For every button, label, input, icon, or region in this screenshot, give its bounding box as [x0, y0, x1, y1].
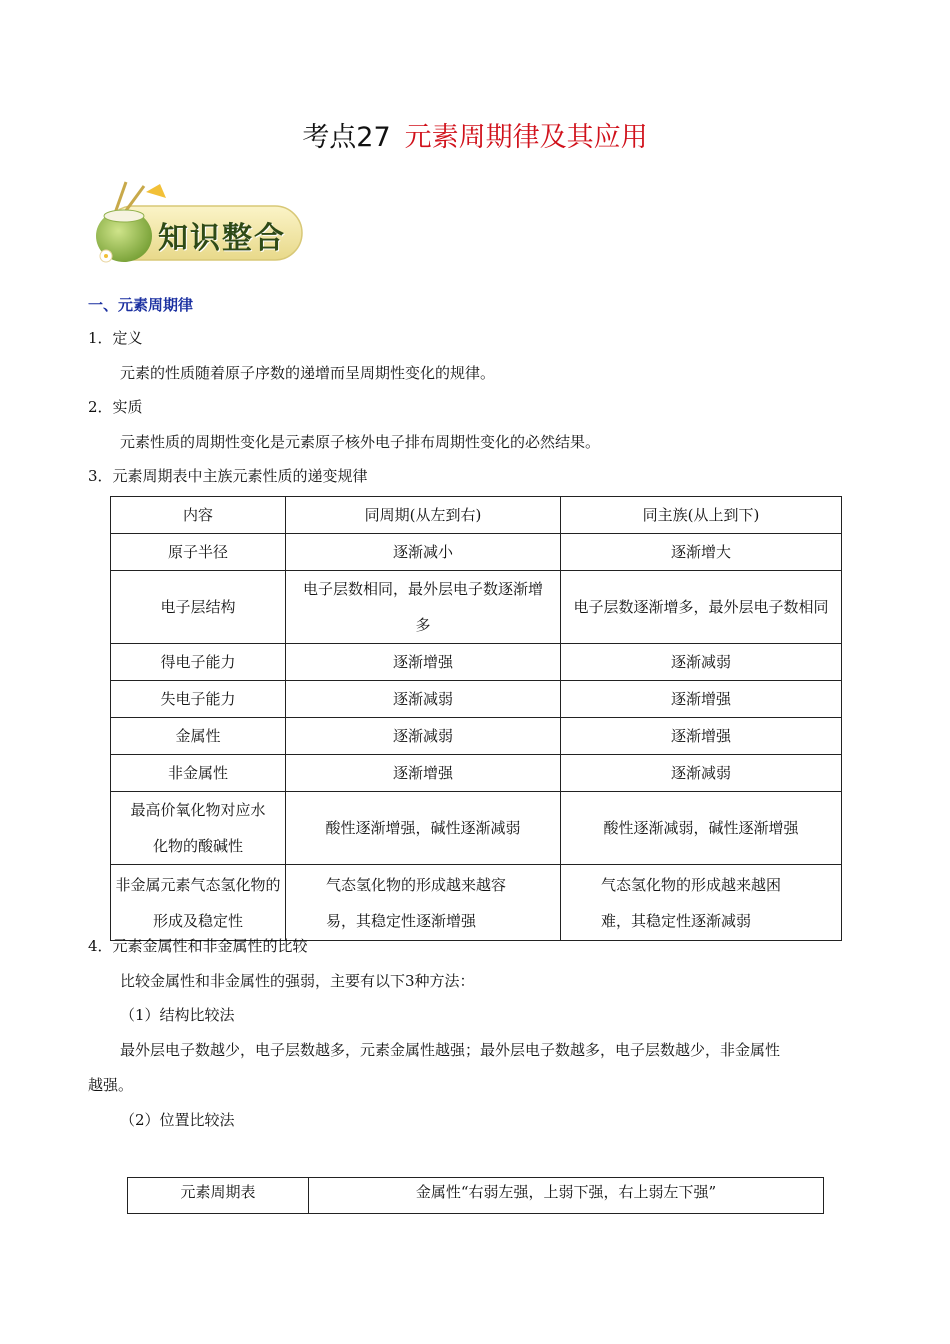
- knowledge-badge: [86, 178, 306, 270]
- table-row: [111, 644, 842, 681]
- table-cell: 最高价氧化物对应水化物的酸碱性: [111, 792, 286, 865]
- table-cell: 非金属元素气态氢化物的形成及稳定性: [111, 865, 286, 941]
- table-cell: 得电子能力: [111, 644, 286, 681]
- table-cell: 酸性逐渐增强，碱性逐渐减弱: [286, 792, 561, 865]
- table-cell: 逐渐增强: [286, 755, 561, 792]
- table-cell: 金属性“右弱左强，上弱下强，右上弱左下强”: [309, 1178, 824, 1214]
- definition-label: 1．定义: [88, 329, 143, 347]
- method2-label: （2）位置比较法: [120, 1111, 235, 1129]
- method1-text: 最外层电子数越少，电子层数越多，元素金属性越强；最外层电子数越多，电子层数越少，非金属性: [120, 1041, 781, 1059]
- table-cell: 电子层数相同，最外层电子数逐渐增多: [286, 571, 561, 644]
- page-title: [0, 118, 950, 158]
- badge-text: 知识整合: [158, 221, 286, 256]
- table-cell: 逐渐增强: [286, 644, 561, 681]
- essence-label: 2．实质: [88, 398, 143, 416]
- table-header: 内容: [111, 497, 286, 534]
- table-cell: 逐渐减小: [286, 534, 561, 571]
- trend-table: [110, 496, 842, 941]
- section-heading: 一、元素周期律: [88, 296, 194, 314]
- table-header: 同主族(从上到下): [561, 497, 842, 534]
- definition-text: 元素的性质随着原子序数的递增而呈周期性变化的规律。: [120, 364, 496, 382]
- table-row: [111, 865, 842, 941]
- table-header: 同周期(从左到右): [286, 497, 561, 534]
- table-cell: 逐渐增大: [561, 534, 842, 571]
- method1-label: （1）结构比较法: [120, 1006, 235, 1024]
- table-cell: 逐渐减弱: [286, 681, 561, 718]
- table-row: [111, 571, 842, 644]
- table-cell: 电子层数逐渐增多，最外层电子数相同: [561, 571, 842, 644]
- table-cell: 原子半径: [111, 534, 286, 571]
- trend-label: 3．元素周期表中主族元素性质的递变规律: [88, 467, 368, 485]
- table-cell: 逐渐增强: [561, 718, 842, 755]
- table-row: [111, 534, 842, 571]
- table-row: [111, 718, 842, 755]
- table-cell: 非金属性: [111, 755, 286, 792]
- table-cell: 逐渐减弱: [561, 755, 842, 792]
- title-main: 元素周期律及其应用: [404, 122, 648, 153]
- comparison-intro: 比较金属性和非金属性的强弱，主要有以下3种方法：: [120, 972, 475, 990]
- table-cell: 逐渐减弱: [561, 644, 842, 681]
- method1-text-cont: 越强。: [88, 1076, 134, 1094]
- table-cell: 酸性逐渐减弱，碱性逐渐增强: [561, 792, 842, 865]
- table-cell: 逐渐减弱: [286, 718, 561, 755]
- table-cell: 元素周期表: [128, 1178, 309, 1214]
- table-row: [111, 755, 842, 792]
- table-cell: 失电子能力: [111, 681, 286, 718]
- essence-text: 元素性质的周期性变化是元素原子核外电子排布周期性变化的必然结果。: [120, 433, 601, 451]
- table-row: [111, 681, 842, 718]
- table-header-row: [111, 497, 842, 534]
- table-row: [128, 1178, 824, 1214]
- table-cell: 电子层结构: [111, 571, 286, 644]
- table-cell: 逐渐增强: [561, 681, 842, 718]
- position-table: [127, 1177, 824, 1214]
- table-cell: 金属性: [111, 718, 286, 755]
- table-cell: 气态氢化物的形成越来越困难，其稳定性逐渐减弱: [561, 865, 842, 941]
- comparison-label: 4．元素金属性和非金属性的比较: [88, 937, 308, 955]
- title-prefix: 考点27: [302, 122, 391, 153]
- table-row: [111, 792, 842, 865]
- table-cell: 气态氢化物的形成越来越容易，其稳定性逐渐增强: [286, 865, 561, 941]
